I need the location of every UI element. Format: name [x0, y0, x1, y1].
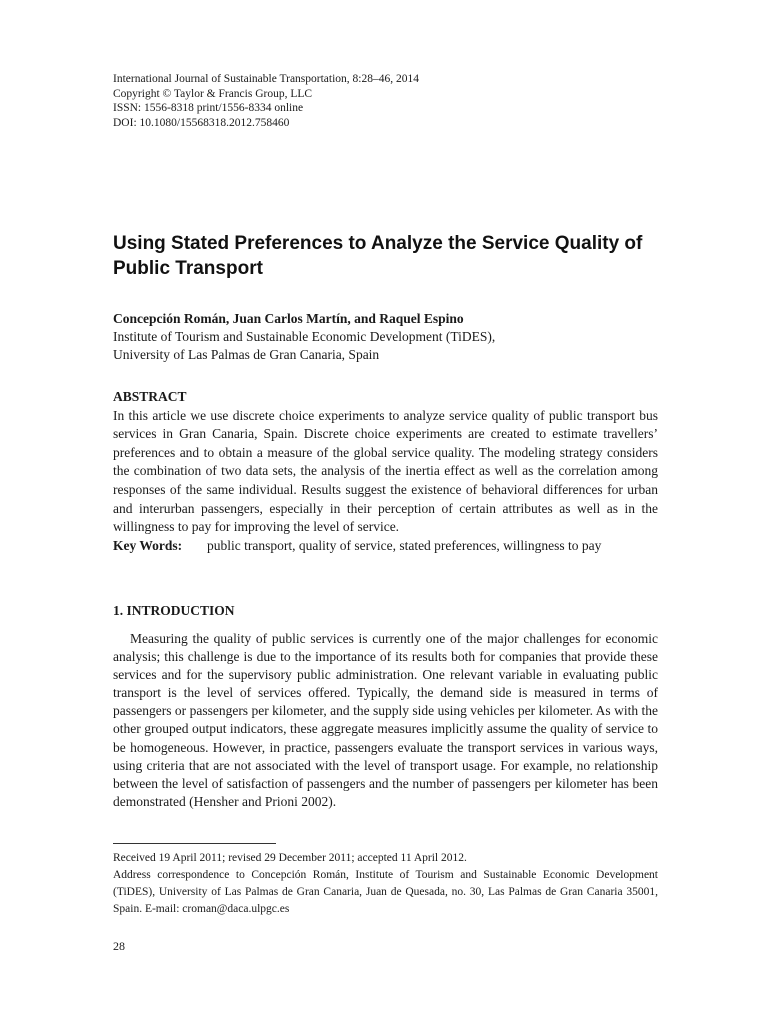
- abstract-heading: ABSTRACT: [113, 389, 187, 404]
- correspondence-address: Address correspondence to Concepción Román, Institute of Tourism and Sustainable Economic Development (TiDES), University of Las Palmas de Gran Canaria, Juan de Quesada, no. 30, Las Palmas de Gran Canaria 35001, Spain. E-mail: croman@daca.ulpgc.es: [113, 869, 658, 915]
- received-dates: Received 19 April 2011; revised 29 December 2011; accepted 11 April 2012.: [113, 852, 467, 864]
- keywords-list: public transport, quality of service, stated preferences, willingness to pay: [207, 537, 602, 553]
- issn-line: ISSN: 1556-8318 print/1556-8334 online: [113, 102, 304, 114]
- article-title: Using Stated Preferences to Analyze the Service Quality of Public Transport: [113, 233, 643, 279]
- keywords-row: [113, 537, 658, 556]
- journal-citation: International Journal of Sustainable Transportation, 8:28–46, 2014: [113, 73, 419, 85]
- introduction-paragraph: Measuring the quality of public services is currently one of the major challenges for economic analysis; this challenge is due to the importance of its results both for companies that provide these services and for the supervisory public administration. One relevant variable in evaluating public transport is the level of services offered. Typically, the demand side is measured in terms of passengers or passengers per kilometer, and the supply side using vehicles per kilometer. As with the other grouped output indicators, these aggregate measures implicitly assume the quality of service to be homogeneous. However, in practice, passengers evaluate the transport services in various ways, using criteria that are not associated with the level of transport usage. For example, no relationship between the level of satisfaction of passengers and the number of passengers per kilometer has been demonstrated (Hensher and Prioni 2002).: [113, 631, 658, 809]
- doi-line: DOI: 10.1080/15568318.2012.758460: [113, 116, 290, 129]
- footnote-divider: [113, 843, 276, 844]
- affiliation-institute: Institute of Tourism and Sustainable Economic Development (TiDES),: [113, 329, 496, 344]
- footnotes: [113, 850, 658, 918]
- journal-header: [113, 72, 673, 130]
- author-block: [113, 310, 658, 364]
- abstract-section: [113, 388, 658, 555]
- abstract-text: In this article we use discrete choice experiments to analyze service quality of public transport bus services in Gran Canaria, Spain. Discrete choice experiments are created to estimate travellers’ preferences and to obtain a measure of the global service quality. The modeling strategy considers the combination of two data sets, the analysis of the inertia effect as well as the correlation among responses of the same individual. Results suggest the existence of behavioral differences for urban and interurban passengers, especially in their perception of certain attributes as well as in the willingness to pay for improving the level of service.: [113, 407, 658, 535]
- author-names: Concepción Román, Juan Carlos Martín, and Raquel Espino: [113, 311, 464, 326]
- affiliation-university: University of Las Palmas de Gran Canaria, Spain: [113, 347, 380, 362]
- keywords-label: Key Words:: [113, 537, 183, 553]
- copyright-line: Copyright © Taylor & Francis Group, LLC: [113, 87, 313, 100]
- page-number: 28: [113, 939, 125, 953]
- introduction-heading: 1. INTRODUCTION: [113, 603, 235, 618]
